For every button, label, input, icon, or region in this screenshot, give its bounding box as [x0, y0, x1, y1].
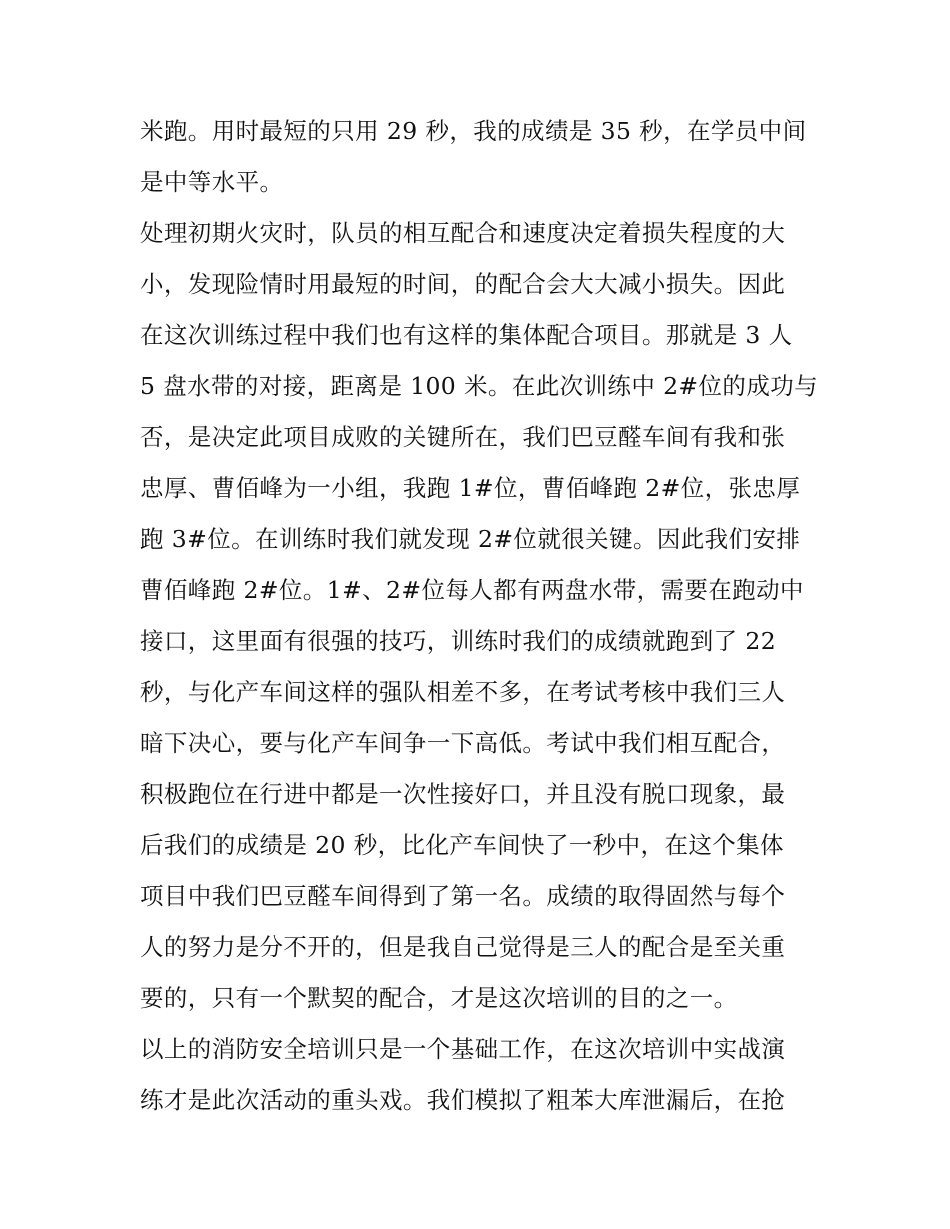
- text-line: 后我们的成绩是 20 秒，比化产车间快了一秒中，在这个集体: [140, 831, 784, 859]
- text-line: 要的，只有一个默契的配合，才是这次培训的目的之一。: [140, 984, 738, 1012]
- text-line: 人的努力是分不开的，但是我自己觉得是三人的配合是至关重: [140, 933, 786, 961]
- text-line: 项目中我们巴豆醛车间得到了第一名。成绩的取得固然与每个: [140, 882, 786, 910]
- text-line: 否，是决定此项目成败的关键所在，我们巴豆醛车间有我和张: [140, 423, 786, 451]
- text-line: 接口，这里面有很强的技巧，训练时我们的成绩就跑到了 22: [140, 627, 777, 655]
- text-line: 以上的消防安全培训只是一个基础工作，在这次培训中实战演: [140, 1035, 786, 1063]
- text-line: 暗下决心，要与化产车间争一下高低。考试中我们相互配合，: [140, 729, 786, 757]
- text-line: 跑 3#位。在训练时我们就发现 2#位就很关键。因此我们安排: [140, 525, 801, 553]
- text-line: 处理初期火灾时，队员的相互配合和速度决定着损失程度的大: [140, 219, 786, 247]
- text-line: 曹佰峰跑 2#位。1#、2#位每人都有两盘水带，需要在跑动中: [140, 576, 804, 604]
- text-line: 积极跑位在行进中都是一次性接好口，并且没有脱口现象，最: [140, 780, 786, 808]
- text-line: 是中等水平。: [140, 168, 284, 196]
- text-line: 小，发现险情时用最短的时间，的配合会大大减小损失。因此: [140, 270, 786, 298]
- text-line: 5 盘水带的对接，距离是 100 米。在此次训练中 2#位的成功与: [140, 372, 819, 400]
- text-line: 忠厚、曹佰峰为一小组，我跑 1#位，曹佰峰跑 2#位，张忠厚: [140, 474, 801, 502]
- body-text: [140, 106, 820, 1126]
- text-line: 练才是此次活动的重头戏。我们模拟了粗苯大库泄漏后，在抢: [140, 1086, 786, 1114]
- text-line: 秒，与化产车间这样的强队相差不多，在考试考核中我们三人: [140, 678, 786, 706]
- text-line: 在这次训练过程中我们也有这样的集体配合项目。那就是 3 人: [140, 321, 793, 349]
- text-line: 米跑。用时最短的只用 29 秒，我的成绩是 35 秒，在学员中间: [140, 117, 807, 145]
